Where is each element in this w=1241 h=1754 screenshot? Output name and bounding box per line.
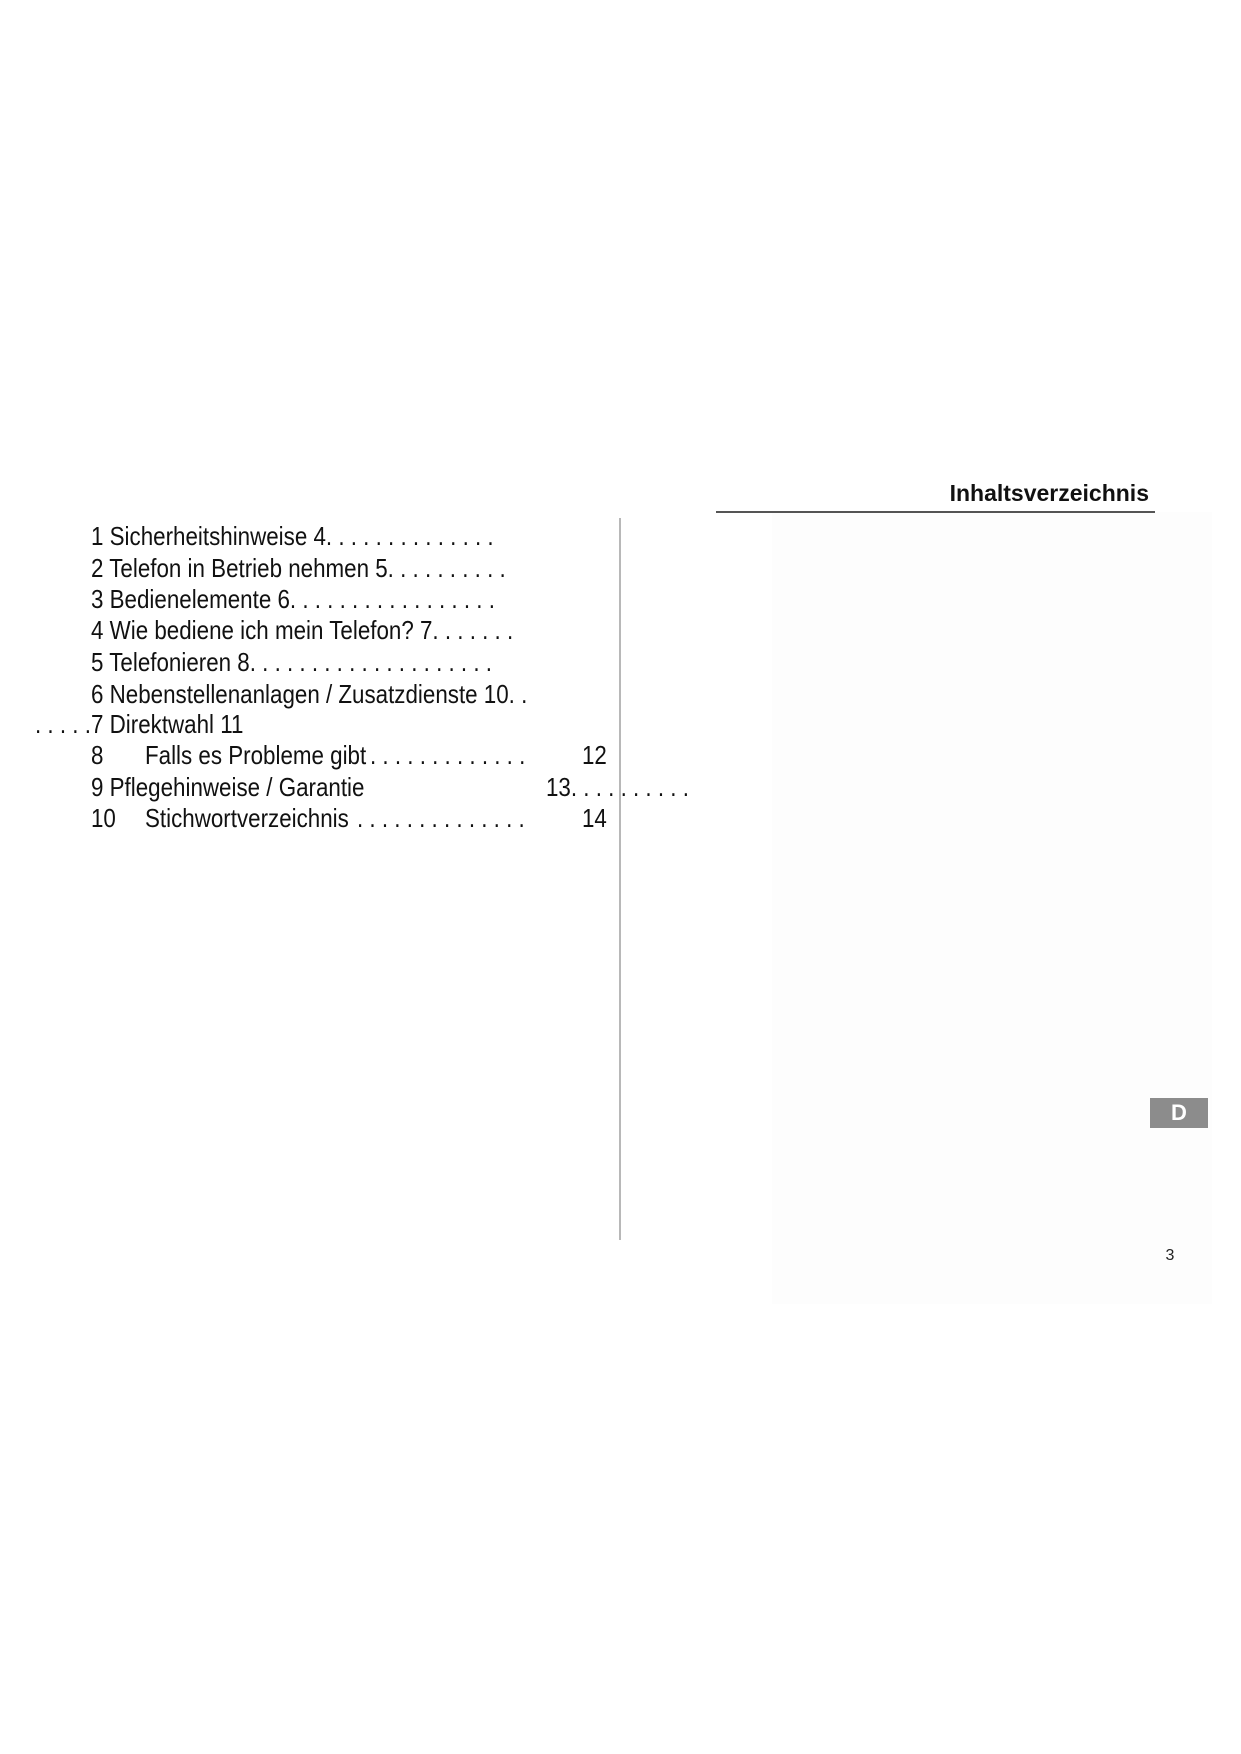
column-divider — [619, 518, 621, 1240]
toc-entry-5: 5 Telefonieren 8. . . . . . . . . . . . . . . . . . . . — [91, 647, 493, 677]
toc-entry-9: 9 Pflegehinweise / Garantie — [91, 772, 365, 802]
toc-entry-8-number: 8 — [91, 740, 104, 770]
toc-entry-10-dots: . . . . . . . . . . . . . . — [357, 803, 525, 833]
toc-entry-10-page: 14 — [582, 803, 607, 833]
toc-entry-8-page: 12 — [582, 740, 607, 770]
toc-entry-9-page: 13. . . . . . . . . . — [546, 772, 689, 802]
language-tab: D — [1150, 1098, 1208, 1128]
toc-entry-7: 7 Direktwahl 11 — [91, 709, 244, 739]
toc-entry-4: 4 Wie bediene ich mein Telefon? 7. . . . . . . — [91, 615, 514, 645]
toc-entry-10-title: Stichwortverzeichnis — [145, 803, 349, 833]
page-number: 3 — [1165, 1247, 1175, 1264]
toc-entry-8-title: Falls es Probleme gibt — [145, 740, 367, 770]
toc-entry-8-dots: . . . . . . . . . . . . . — [370, 740, 526, 770]
toc-entry-6: 6 Nebenstellenanlagen / Zusatzdienste 10. . — [91, 679, 528, 709]
toc-entry-2: 2 Telefon in Betrieb nehmen 5. . . . . . . . . . — [91, 553, 506, 583]
toc-entry-7-leader: . . . . . — [35, 709, 91, 739]
toc-entry-10-number: 10 — [91, 803, 116, 833]
toc-entry-1: 1 Sicherheitshinweise 4. . . . . . . . . . . . . . — [91, 521, 494, 551]
title-underline — [716, 511, 1155, 513]
toc-entry-3: 3 Bedienelemente 6. . . . . . . . . . . . . . . . . — [91, 584, 495, 614]
page-title: Inhaltsverzeichnis — [949, 480, 1149, 506]
page-background-panel — [772, 512, 1212, 1304]
